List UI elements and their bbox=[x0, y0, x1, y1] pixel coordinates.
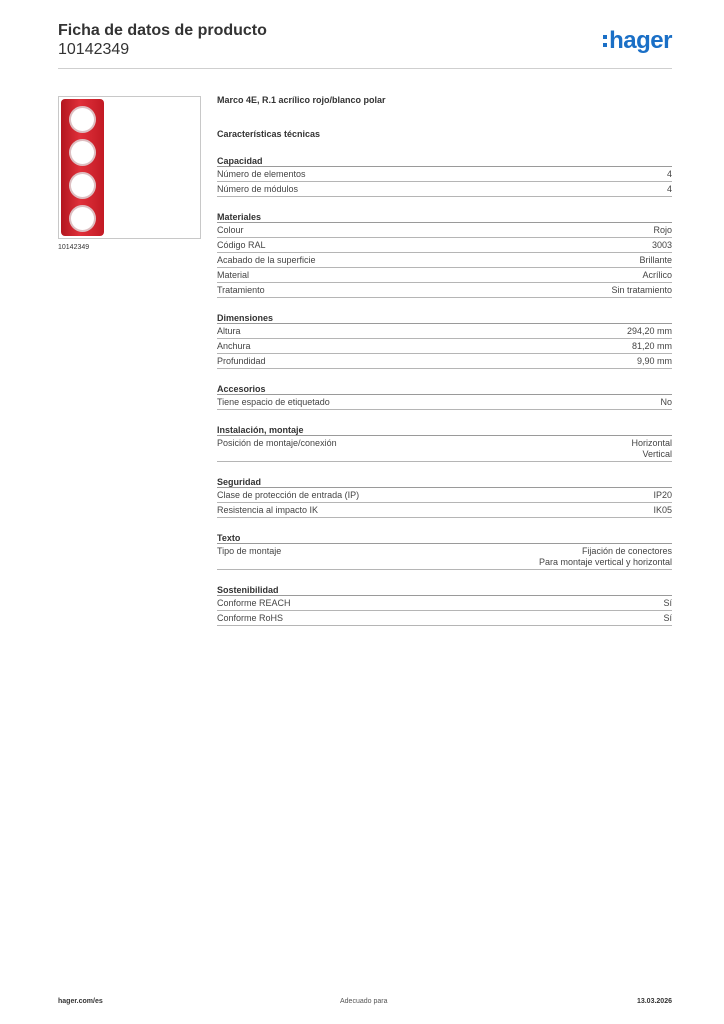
technical-characteristics-title: Características técnicas bbox=[217, 129, 321, 139]
spec-value-line: 9,90 mm bbox=[636, 356, 672, 366]
frame-opening bbox=[69, 205, 96, 232]
section-title: Dimensiones bbox=[217, 312, 672, 324]
spec-value bbox=[653, 505, 672, 516]
spec-label: Número de elementos bbox=[217, 169, 306, 179]
spec-value bbox=[632, 341, 672, 352]
spec-value-line: 81,20 mm bbox=[631, 341, 672, 351]
spec-row bbox=[217, 283, 672, 298]
spec-value bbox=[663, 598, 672, 609]
section-title: Accesorios bbox=[217, 383, 672, 395]
spec-label: Tipo de montaje bbox=[217, 546, 282, 556]
spec-value-line: 4 bbox=[666, 184, 672, 194]
spec-section bbox=[217, 584, 672, 626]
spec-label: Colour bbox=[217, 225, 244, 235]
section-title: Texto bbox=[217, 532, 672, 544]
spec-row bbox=[217, 238, 672, 253]
spec-label: Material bbox=[217, 270, 250, 280]
spec-section bbox=[217, 211, 672, 298]
spec-label: Tratamiento bbox=[217, 285, 265, 295]
spec-value-line: Para montaje vertical y horizontal bbox=[538, 557, 672, 567]
hager-logo bbox=[603, 27, 672, 55]
spec-row bbox=[217, 223, 672, 238]
spec-row bbox=[217, 544, 672, 570]
spec-value-line: IP20 bbox=[653, 490, 672, 500]
header-divider bbox=[58, 68, 672, 69]
image-caption: 10142349 bbox=[58, 244, 90, 251]
logo-text: hager bbox=[609, 27, 672, 54]
spec-value-line: Fijación de conectores bbox=[581, 546, 672, 556]
spec-row bbox=[217, 268, 672, 283]
spec-value-line: IK05 bbox=[653, 505, 672, 515]
section-title: Sostenibilidad bbox=[217, 584, 672, 596]
spec-value bbox=[652, 240, 672, 251]
spec-row bbox=[217, 324, 672, 339]
frame-opening bbox=[69, 139, 96, 166]
spec-section bbox=[217, 383, 672, 410]
spec-section bbox=[217, 476, 672, 518]
spec-value bbox=[660, 397, 672, 408]
spec-value bbox=[667, 184, 672, 195]
footer-website: hager.com/es bbox=[58, 998, 103, 1005]
spec-row bbox=[217, 395, 672, 410]
spec-value bbox=[663, 613, 672, 624]
spec-row bbox=[217, 611, 672, 626]
spec-label: Conforme REACH bbox=[217, 598, 291, 608]
spec-value-line: No bbox=[660, 397, 672, 407]
footer-center-text: Adecuado para bbox=[340, 998, 388, 1005]
spec-label: Acabado de la superficie bbox=[217, 255, 316, 265]
page-header bbox=[58, 22, 672, 70]
spec-value bbox=[627, 326, 672, 337]
spec-label: Resistencia al impacto IK bbox=[217, 505, 319, 515]
spec-value-line: 294,20 mm bbox=[626, 326, 672, 336]
product-image bbox=[58, 96, 201, 239]
spec-row bbox=[217, 339, 672, 354]
document-title: Ficha de datos de producto bbox=[58, 22, 267, 39]
spec-label: Conforme RoHS bbox=[217, 613, 284, 623]
spec-value bbox=[642, 270, 672, 281]
spec-value bbox=[637, 356, 672, 367]
red-frame-illustration bbox=[61, 99, 104, 236]
logo-dots-icon bbox=[603, 35, 607, 47]
spec-value-line: 3003 bbox=[651, 240, 672, 250]
spec-row bbox=[217, 253, 672, 268]
spec-row bbox=[217, 182, 672, 197]
spec-section bbox=[217, 312, 672, 369]
product-name: Marco 4E, R.1 acrílico rojo/blanco polar bbox=[217, 95, 386, 105]
spec-label: Anchura bbox=[217, 341, 251, 351]
spec-value bbox=[539, 546, 672, 568]
spec-row bbox=[217, 596, 672, 611]
product-code: 10142349 bbox=[58, 41, 130, 58]
section-title: Instalación, montaje bbox=[217, 424, 672, 436]
spec-label: Posición de montaje/conexión bbox=[217, 438, 337, 448]
spec-row bbox=[217, 436, 672, 462]
spec-label: Clase de protección de entrada (IP) bbox=[217, 490, 360, 500]
spec-value-line: Brillante bbox=[639, 255, 672, 265]
spec-row bbox=[217, 488, 672, 503]
spec-value bbox=[653, 490, 672, 501]
spec-label: Código RAL bbox=[217, 240, 266, 250]
spec-section bbox=[217, 532, 672, 570]
footer-date: 13.03.2026 bbox=[636, 998, 672, 1005]
spec-label: Número de módulos bbox=[217, 184, 299, 194]
frame-opening bbox=[69, 106, 96, 133]
spec-row bbox=[217, 503, 672, 518]
spec-value bbox=[667, 169, 672, 180]
spec-value-line: Sin tratamiento bbox=[611, 285, 672, 295]
spec-row bbox=[217, 167, 672, 182]
spec-value bbox=[631, 438, 672, 460]
spec-value-line: Rojo bbox=[653, 225, 672, 235]
spec-value-line: Sí bbox=[663, 613, 672, 623]
spec-section bbox=[217, 155, 672, 197]
spec-label: Profundidad bbox=[217, 356, 266, 366]
frame-opening bbox=[69, 172, 96, 199]
section-title: Seguridad bbox=[217, 476, 672, 488]
section-title: Capacidad bbox=[217, 155, 672, 167]
spec-value-line: Vertical bbox=[642, 449, 672, 459]
spec-value bbox=[639, 255, 672, 266]
spec-label: Altura bbox=[217, 326, 241, 336]
section-title: Materiales bbox=[217, 211, 672, 223]
spec-section bbox=[217, 424, 672, 462]
spec-value-line: Horizontal bbox=[631, 438, 672, 448]
spec-value-line: 4 bbox=[666, 169, 672, 179]
spec-value-line: Acrílico bbox=[642, 270, 672, 280]
spec-value bbox=[611, 285, 672, 296]
spec-label: Tiene espacio de etiquetado bbox=[217, 397, 330, 407]
spec-value bbox=[653, 225, 672, 236]
spec-value-line: Sí bbox=[663, 598, 672, 608]
spec-sections bbox=[217, 155, 672, 626]
product-details bbox=[217, 95, 672, 626]
spec-row bbox=[217, 354, 672, 369]
